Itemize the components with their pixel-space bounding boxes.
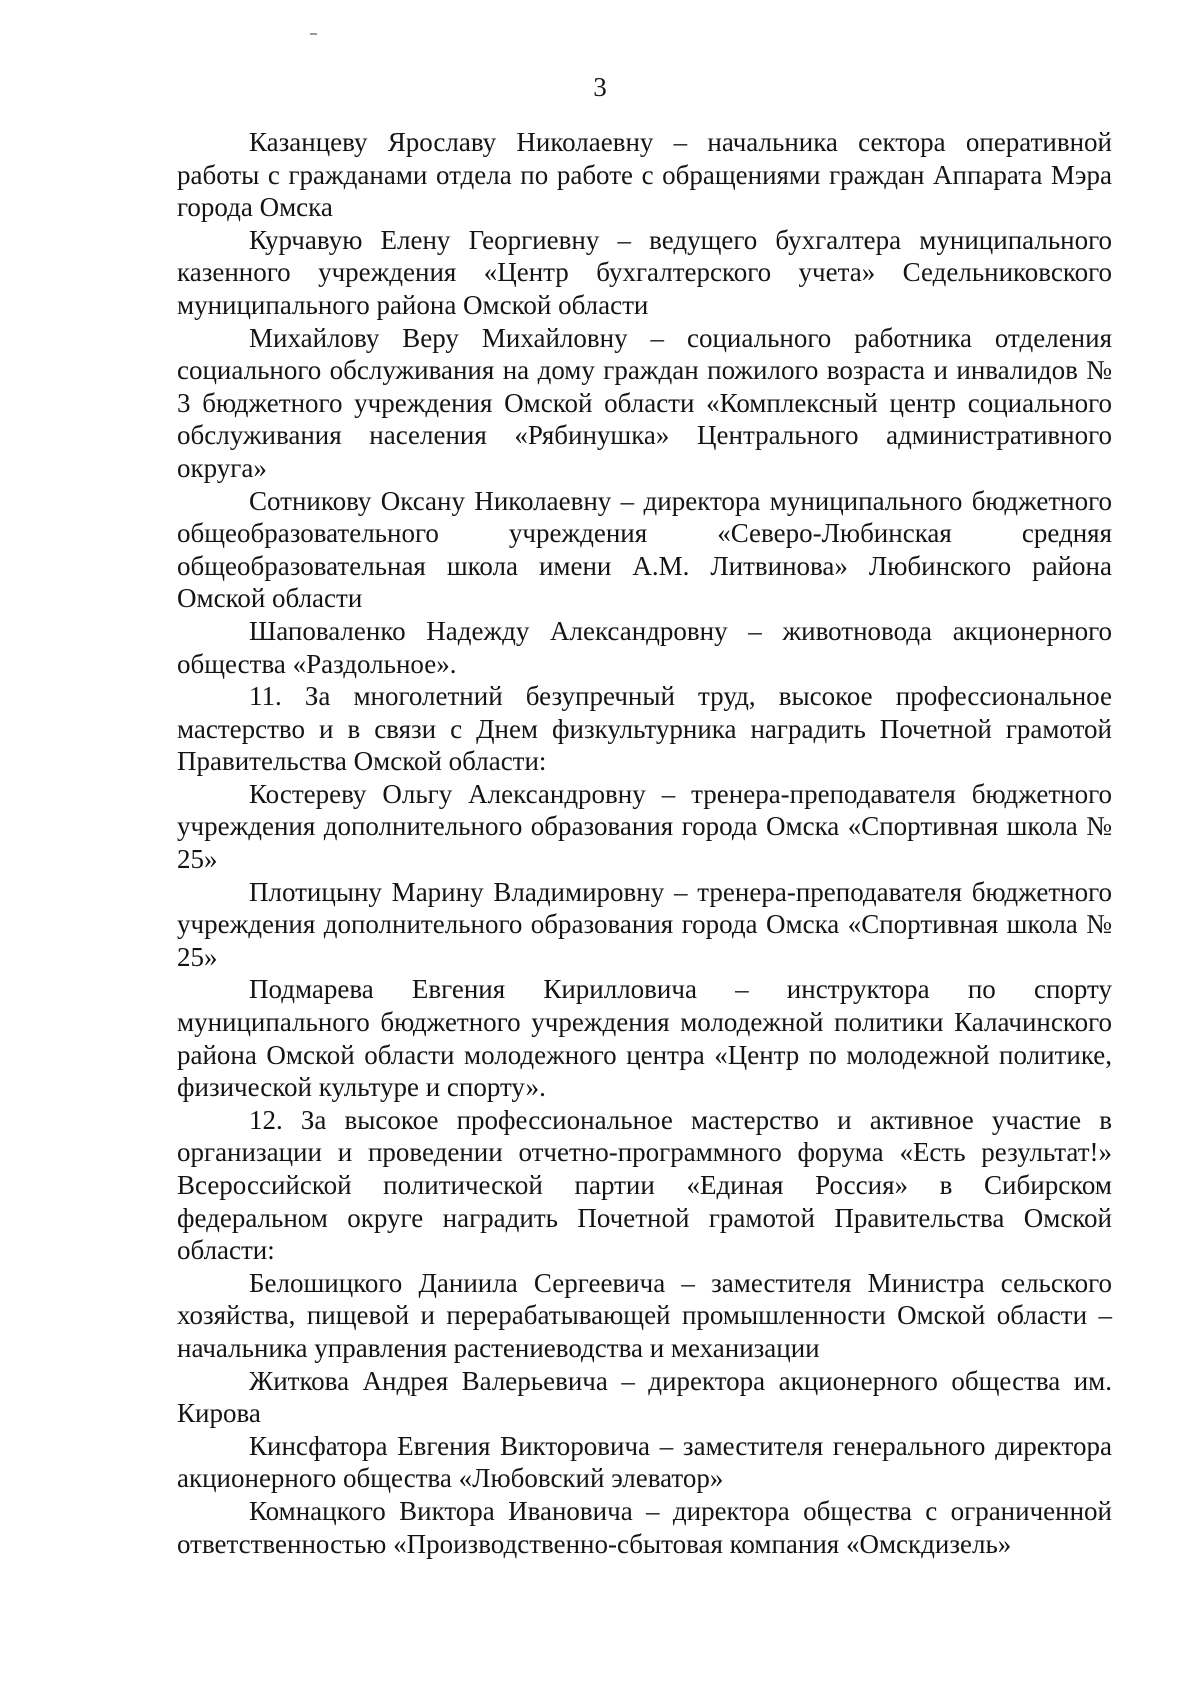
scan-artifact-mark [310, 33, 317, 35]
paragraph-sotnikova: Сотникову Оксану Николаевну – директора муниципального бюджетного общеобразовательного учреждения «Северо-Любинская средняя общеобразовательная школа имени А.М. Литвинова» Любинского района Омской области [177, 485, 1112, 614]
document-body [177, 126, 1112, 1560]
paragraph-komnatsky: Комнацкого Виктора Ивановича – директора общества с ограниченной ответственностью «Производственно-сбытовая компания «Омскдизель» [177, 1495, 1112, 1559]
paragraph-shapovalenko: Шаповаленко Надежду Александровну – животновода акционерного общества «Раздольное». [177, 615, 1112, 679]
paragraph-mikhailova: Михайлову Веру Михайловну – социального работника отделения социального обслуживания на дому граждан пожилого возраста и инвалидов № 3 бюджетного учреждения Омской области «Комплексный центр социального обслуживания населения «Рябинушка» Центрального административного округа» [177, 322, 1112, 483]
paragraph-zhitkov: Житкова Андрея Валерьевича – директора акционерного общества им. Кирова [177, 1365, 1112, 1429]
paragraph-kostereva: Костереву Ольгу Александровну – тренера-преподавателя бюджетного учреждения дополнительного образования города Омска «Спортивная школа № 25» [177, 778, 1112, 875]
page-number: 3 [593, 72, 607, 102]
paragraph-kurchavaya: Курчавую Елену Георгиевну – ведущего бухгалтера муниципального казенного учреждения «Центр бухгалтерского учета» Седельниковского муниципального района Омской области [177, 224, 1112, 320]
paragraph-item-12: 12. За высокое профессиональное мастерство и активное участие в организации и проведении отчетно-программного форума «Есть результат!» Всероссийской политической партии «Единая Россия» в Сибирском федеральном округе наградить Почетной грамотой Правительства Омской области: [177, 1104, 1112, 1266]
paragraph-plotitsyna: Плотицыну Марину Владимировну – тренера-преподавателя бюджетного учреждения дополнительного образования города Омска «Спортивная школа № 25» [177, 876, 1112, 972]
paragraph-podmarev: Подмарева Евгения Кирилловича – инструктора по спорту муниципального бюджетного учреждения молодежной политики Калачинского района Омской области молодежного центра «Центр по молодежной политике, физической культуре и спорту». [177, 974, 1112, 1103]
paragraph-item-11: 11. За многолетний безупречный труд, высокое профессиональное мастерство и в связи с Днем физкультурника наградить Почетной грамотой Правительства Омской области: [177, 681, 1112, 777]
paragraph-kazantseva: Казанцеву Ярославу Николаевну – начальника сектора оперативной работы с гражданами отдела по работе с обращениями граждан Аппарата Мэра города Омска [177, 127, 1112, 223]
paragraph-beloshitsky: Белошицкого Даниила Сергеевича – заместителя Министра сельского хозяйства, пищевой и перерабатывающей промышленности Омской области – начальника управления растениеводства и механизации [177, 1267, 1112, 1363]
paragraph-kinsfator: Кинсфатора Евгения Викторовича – заместителя генерального директора акционерного общества «Любовский элеватор» [177, 1430, 1112, 1494]
